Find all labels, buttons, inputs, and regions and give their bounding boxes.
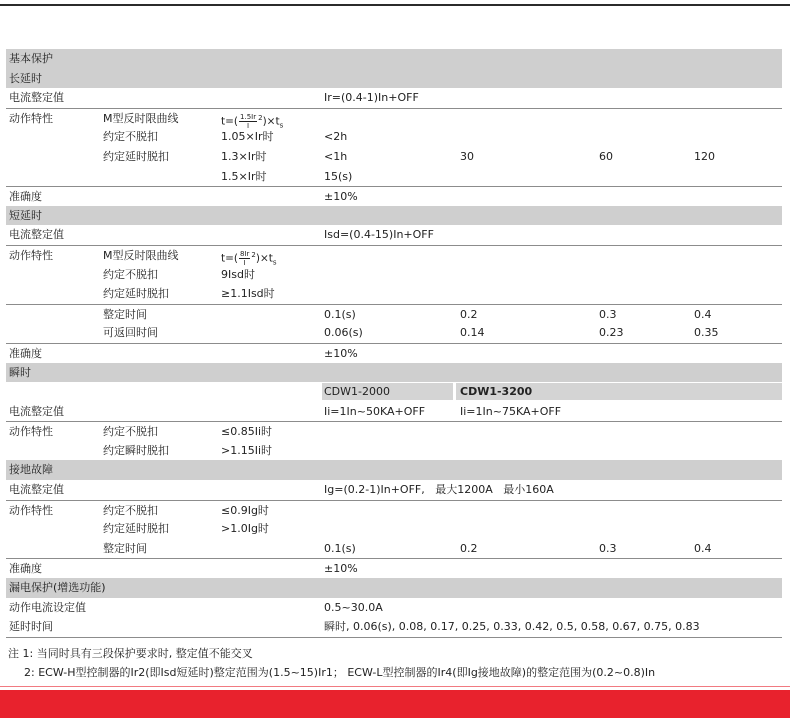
sub-label: 约定不脱扣 — [103, 130, 158, 144]
current-value: Ir=(0.4-1)In+OFF — [324, 91, 419, 105]
section-title: 短延时 — [9, 208, 42, 222]
section-title: 瞬时 — [9, 365, 31, 379]
table-row — [6, 167, 782, 187]
table-row — [6, 441, 782, 461]
time-value: 0.1(s) — [324, 307, 356, 321]
current-value: Ig=(0.2-1)In+OFF, 最大1200A 最小160A — [324, 483, 554, 497]
table-row — [6, 88, 782, 108]
multiplier: 1.05×Ir时 — [221, 130, 274, 144]
model-name: CDW1-2000 — [324, 385, 390, 399]
section-long-delay — [6, 69, 782, 89]
time-value: 0.4 — [694, 541, 712, 555]
table-row — [6, 598, 782, 618]
multiplier: 9Isd时 — [221, 267, 255, 281]
min-value: 最小160A — [503, 483, 554, 497]
accuracy-value: ±10% — [324, 190, 358, 204]
multiplier: ≥1.1Isd时 — [221, 287, 275, 301]
table-row — [6, 304, 782, 324]
row-label: 电流整定值 — [9, 483, 64, 497]
table-row — [6, 558, 782, 578]
table-row — [6, 323, 782, 343]
section-basic-protection — [6, 49, 782, 69]
time-value: 0.3 — [599, 307, 617, 321]
table-bottom-rule — [6, 637, 782, 638]
multiplier: ≤0.9Ig时 — [221, 503, 269, 517]
multiplier: 1.5×Ir时 — [221, 169, 267, 183]
table-row — [6, 284, 782, 304]
section-title: 基本保护 — [9, 52, 53, 65]
long-delay-formula: t=( $\frac{1.5Ir}{I}$ $^2)\times t_s$ — [221, 112, 284, 130]
time-value: <2h — [324, 130, 348, 144]
time-value: <1h — [324, 149, 348, 163]
table-row — [6, 147, 782, 167]
row-label: 动作电流设定值 — [9, 600, 86, 614]
time-value: 0.14 — [460, 326, 485, 340]
table-row — [6, 402, 782, 422]
table-row — [6, 500, 782, 520]
multiplier: >1.0Ig时 — [221, 522, 269, 536]
sub-label: 约定不脱扣 — [103, 503, 158, 517]
row-label: 准确度 — [9, 346, 42, 360]
current-value: Ii=1In~75KA+OFF — [460, 404, 562, 418]
time-value: 0.1(s) — [324, 541, 356, 555]
section-title: 长延时 — [9, 71, 42, 85]
row-label: 准确度 — [9, 190, 42, 204]
sub-label: M型反时限曲线 — [103, 111, 179, 125]
sub-label: 约定不脱扣 — [103, 267, 158, 281]
current-value: Ii=1In~50KA+OFF — [324, 404, 426, 418]
top-rule — [0, 4, 790, 6]
short-delay-formula: t=( $\frac{8Ir}{I}$ $^2)\times t_s$ — [221, 249, 277, 267]
note-2: 2: ECW-H型控制器的Ir2(即Isd短延时)整定范围为(1.5~15)Ir1； ECW-L型控制器的Ir4(即Ig接地故障)的整定范围为(0.2~0.8)In — [24, 666, 656, 679]
time-value: 0.3 — [599, 541, 617, 555]
section-ground-fault — [6, 460, 782, 480]
table-row — [6, 539, 782, 559]
time-value: 0.2 — [460, 541, 478, 555]
table-row-model-header — [6, 382, 782, 402]
table-row — [6, 225, 782, 245]
current-value: 0.5~30.0A — [324, 600, 383, 614]
spec-table — [6, 49, 782, 637]
sub-label: 约定延时脱扣 — [103, 149, 169, 163]
table-row — [6, 127, 782, 147]
multiplier: 1.3×Ir时 — [221, 149, 267, 163]
section-title: 接地故障 — [9, 463, 53, 477]
table-row — [6, 617, 782, 637]
sub-label: 整定时间 — [103, 541, 147, 555]
multiplier: ≤0.85Ii时 — [221, 425, 273, 439]
model-name: CDW1-3200 — [460, 385, 533, 399]
section-leakage — [6, 578, 782, 598]
time-value: 0.35 — [694, 326, 719, 340]
row-label: 动作特性 — [9, 111, 53, 125]
row-label: 动作特性 — [9, 503, 53, 517]
table-row — [6, 265, 782, 285]
delay-values: 瞬时, 0.06(s), 0.08, 0.17, 0.25, 0.33, 0.42, 0.5, 0.58, 0.67, 0.75, 0.83 — [324, 620, 700, 634]
row-label: 电流整定值 — [9, 404, 64, 418]
table-row — [6, 480, 782, 500]
sub-label: 约定瞬时脱扣 — [103, 443, 169, 457]
sub-label: 约定不脱扣 — [103, 425, 158, 439]
current-value: Isd=(0.4-15)In+OFF — [324, 228, 434, 242]
row-label: 动作特性 — [9, 425, 53, 439]
note-1: 注 1: 当同时具有三段保护要求时, 整定值不能交叉 — [8, 647, 253, 660]
row-label: 准确度 — [9, 562, 42, 576]
footer-red-band — [0, 690, 790, 718]
footnotes — [8, 644, 655, 682]
max-value: 最大1200A — [435, 483, 493, 497]
sub-label: 约定延时脱扣 — [103, 287, 169, 301]
table-row — [6, 245, 782, 265]
time-value: 15(s) — [324, 169, 353, 183]
row-label: 动作特性 — [9, 248, 53, 262]
sub-label: 可返回时间 — [103, 326, 158, 340]
sub-label: 整定时间 — [103, 307, 147, 321]
table-row — [6, 343, 782, 363]
accuracy-value: ±10% — [324, 346, 358, 360]
row-label: 延时时间 — [9, 620, 53, 634]
table-row — [6, 186, 782, 206]
accuracy-value: ±10% — [324, 562, 358, 576]
section-instant — [6, 363, 782, 383]
table-row — [6, 519, 782, 539]
section-short-delay — [6, 206, 782, 226]
time-value: 0.06(s) — [324, 326, 363, 340]
table-row — [6, 108, 782, 128]
time-value: 120 — [694, 149, 715, 163]
time-value: 0.23 — [599, 326, 624, 340]
sub-label: 约定延时脱扣 — [103, 522, 169, 536]
row-label: 电流整定值 — [9, 91, 64, 105]
time-value: 30 — [460, 149, 474, 163]
time-value: 0.2 — [460, 307, 478, 321]
multiplier: >1.15Ii时 — [221, 443, 273, 457]
time-value: 60 — [599, 149, 613, 163]
table-row — [6, 421, 782, 441]
sub-label: M型反时限曲线 — [103, 248, 179, 262]
section-title: 漏电保护(增选功能) — [9, 581, 106, 595]
row-label: 电流整定值 — [9, 228, 64, 242]
footer-hairline — [0, 686, 790, 687]
time-value: 0.4 — [694, 307, 712, 321]
